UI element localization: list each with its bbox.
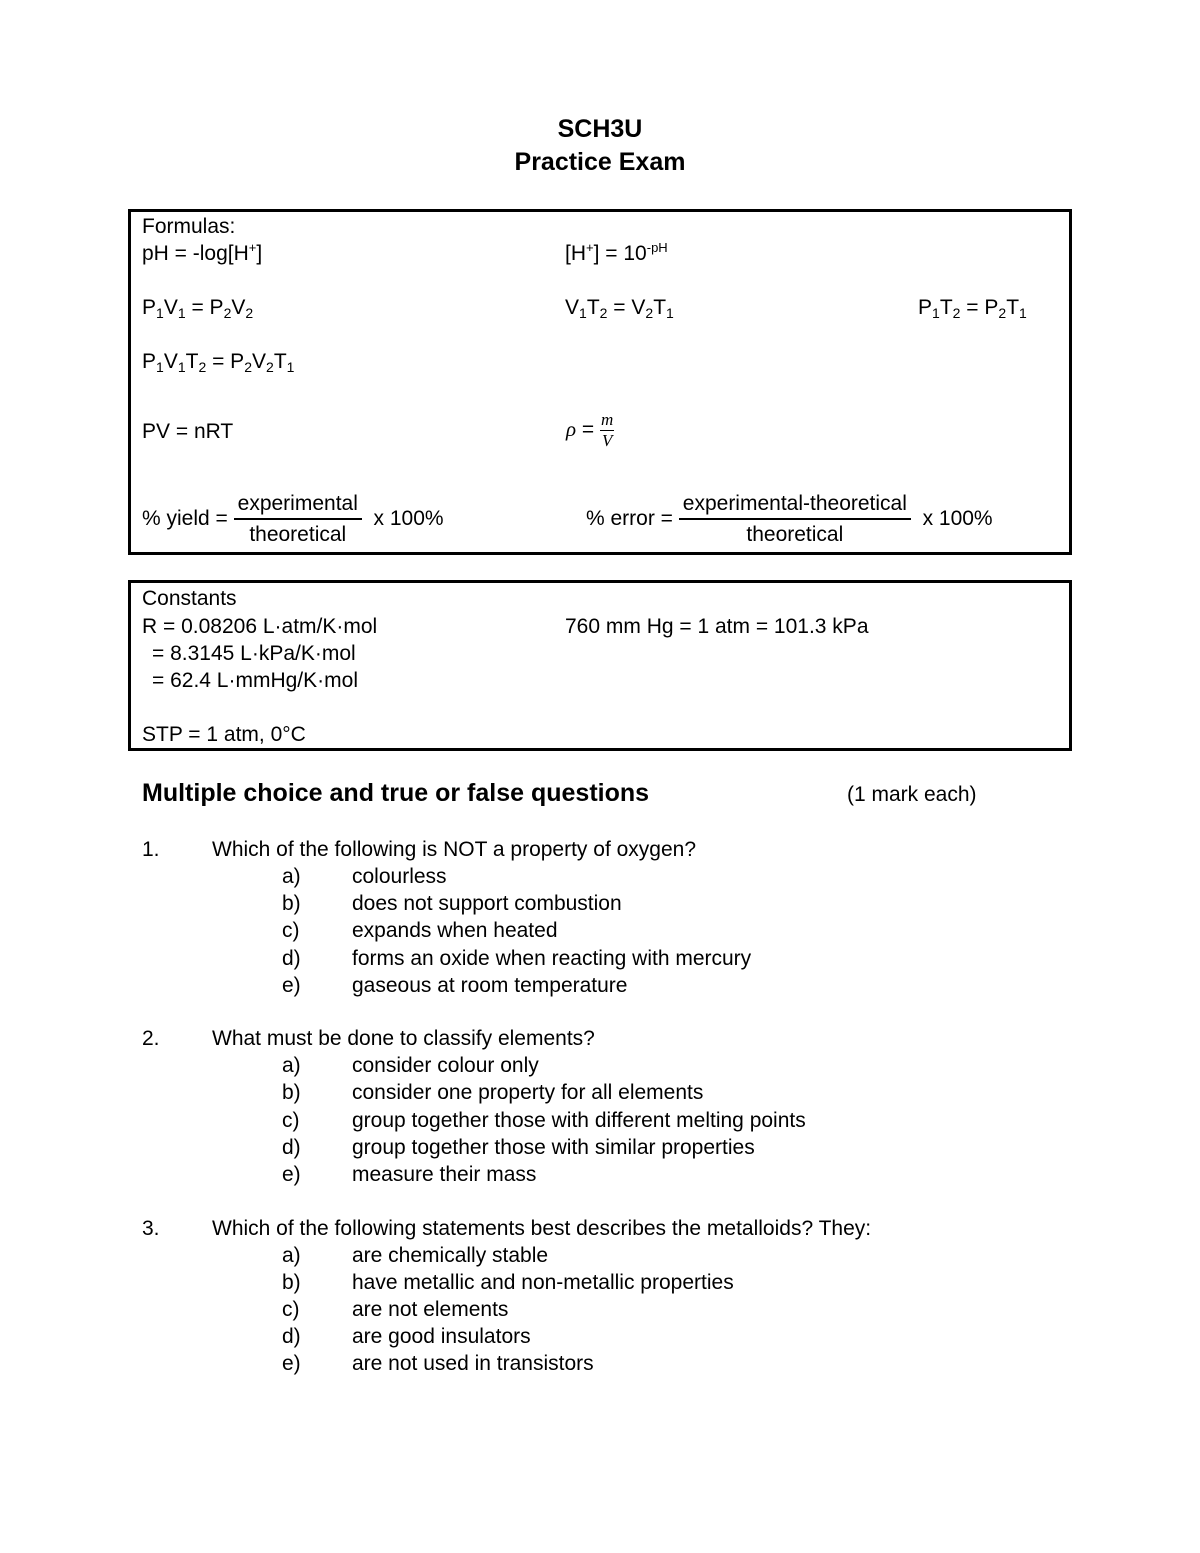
formula-ideal-gas: PV = nRT: [142, 420, 234, 443]
option-letter: c): [282, 1298, 300, 1321]
formula-percent-error: % error = $\frac{\text{experimental-theoretical}}{\text{theoretical}}$ x 100%: [586, 492, 993, 546]
option-letter: c): [282, 919, 300, 942]
option-letter: d): [282, 947, 301, 970]
formula-charles: $V_1T_2 = V_2T_1$: [565, 296, 674, 321]
option-letter: b): [282, 1271, 301, 1294]
gas-constant-atm: R = 0.08206 L·atm/K·mol: [142, 615, 378, 638]
option-letter: a): [282, 1244, 301, 1267]
page-title: Practice Exam: [514, 148, 686, 176]
question-text: What must be done to classify elements?: [212, 1027, 595, 1050]
constants-heading: Constants: [142, 587, 237, 610]
option-text: expands when heated: [352, 919, 558, 942]
formula-combined-gas: $P_1V_1T_2 = P_2V_2T_1$: [142, 350, 295, 375]
option-letter: d): [282, 1325, 301, 1348]
option-letter: a): [282, 865, 301, 888]
formulas-heading: Formulas:: [142, 215, 236, 238]
option-letter: a): [282, 1054, 301, 1077]
option-text: consider one property for all elements: [352, 1081, 704, 1104]
option-letter: d): [282, 1136, 301, 1159]
option-text: measure their mass: [352, 1163, 537, 1186]
option-text: have metallic and non-metallic properties: [352, 1271, 734, 1294]
option-text: are good insulators: [352, 1325, 531, 1348]
option-text: are not used in transistors: [352, 1352, 594, 1375]
option-text: are not elements: [352, 1298, 509, 1321]
question-number: 2.: [142, 1027, 160, 1050]
stp-definition: STP = 1 atm, 0°C: [142, 723, 306, 746]
formula-percent-yield: % yield = $\frac{\text{experimental}}{\text{theoretical}}$ x 100%: [142, 492, 444, 546]
gas-constant-kpa: = 8.3145 L·kPa/K·mol: [152, 642, 356, 665]
error-fraction: $\frac{\text{experimental-theoretical}}{\text{theoretical}}$: [679, 492, 911, 547]
option-text: gaseous at room temperature: [352, 974, 628, 997]
formula-density: ρ = $\frac{m}{V}$: [566, 410, 614, 450]
option-text: does not support combustion: [352, 892, 622, 915]
question-number: 1.: [142, 838, 160, 861]
option-text: group together those with different melting points: [352, 1109, 806, 1132]
formula-h-concentration: $[H^+] = 10^{-pH}$: [565, 240, 668, 265]
option-letter: e): [282, 1352, 301, 1375]
yield-fraction: $\frac{\text{experimental}}{\text{theoretical}}$: [234, 492, 362, 547]
option-text: consider colour only: [352, 1054, 539, 1077]
option-letter: e): [282, 974, 301, 997]
section-marks: (1 mark each): [847, 783, 977, 806]
option-text: are chemically stable: [352, 1244, 549, 1267]
option-letter: c): [282, 1109, 300, 1132]
question-text: Which of the following is NOT a property of oxygen?: [212, 838, 697, 861]
option-letter: b): [282, 892, 301, 915]
section-title: Multiple choice and true or false questions: [142, 779, 650, 807]
option-text: colourless: [352, 865, 447, 888]
option-letter: e): [282, 1163, 301, 1186]
question-number: 3.: [142, 1217, 160, 1240]
option-letter: b): [282, 1081, 301, 1104]
course-code: SCH3U: [557, 115, 643, 143]
option-text: group together those with similar properties: [352, 1136, 755, 1159]
formula-ph: pH = -log[H+]: [142, 240, 263, 265]
formula-boyle: $P_1V_1 = P_2V_2$: [142, 296, 254, 321]
pressure-conversion: 760 mm Hg = 1 atm = 101.3 kPa: [565, 615, 869, 638]
formula-gay-lussac: $P_1T_2 = P_2T_1$: [918, 296, 1027, 321]
option-text: forms an oxide when reacting with mercury: [352, 947, 752, 970]
question-text: Which of the following statements best describes the metalloids? They:: [212, 1217, 872, 1240]
gas-constant-mmhg: = 62.4 L·mmHg/K·mol: [152, 669, 358, 692]
